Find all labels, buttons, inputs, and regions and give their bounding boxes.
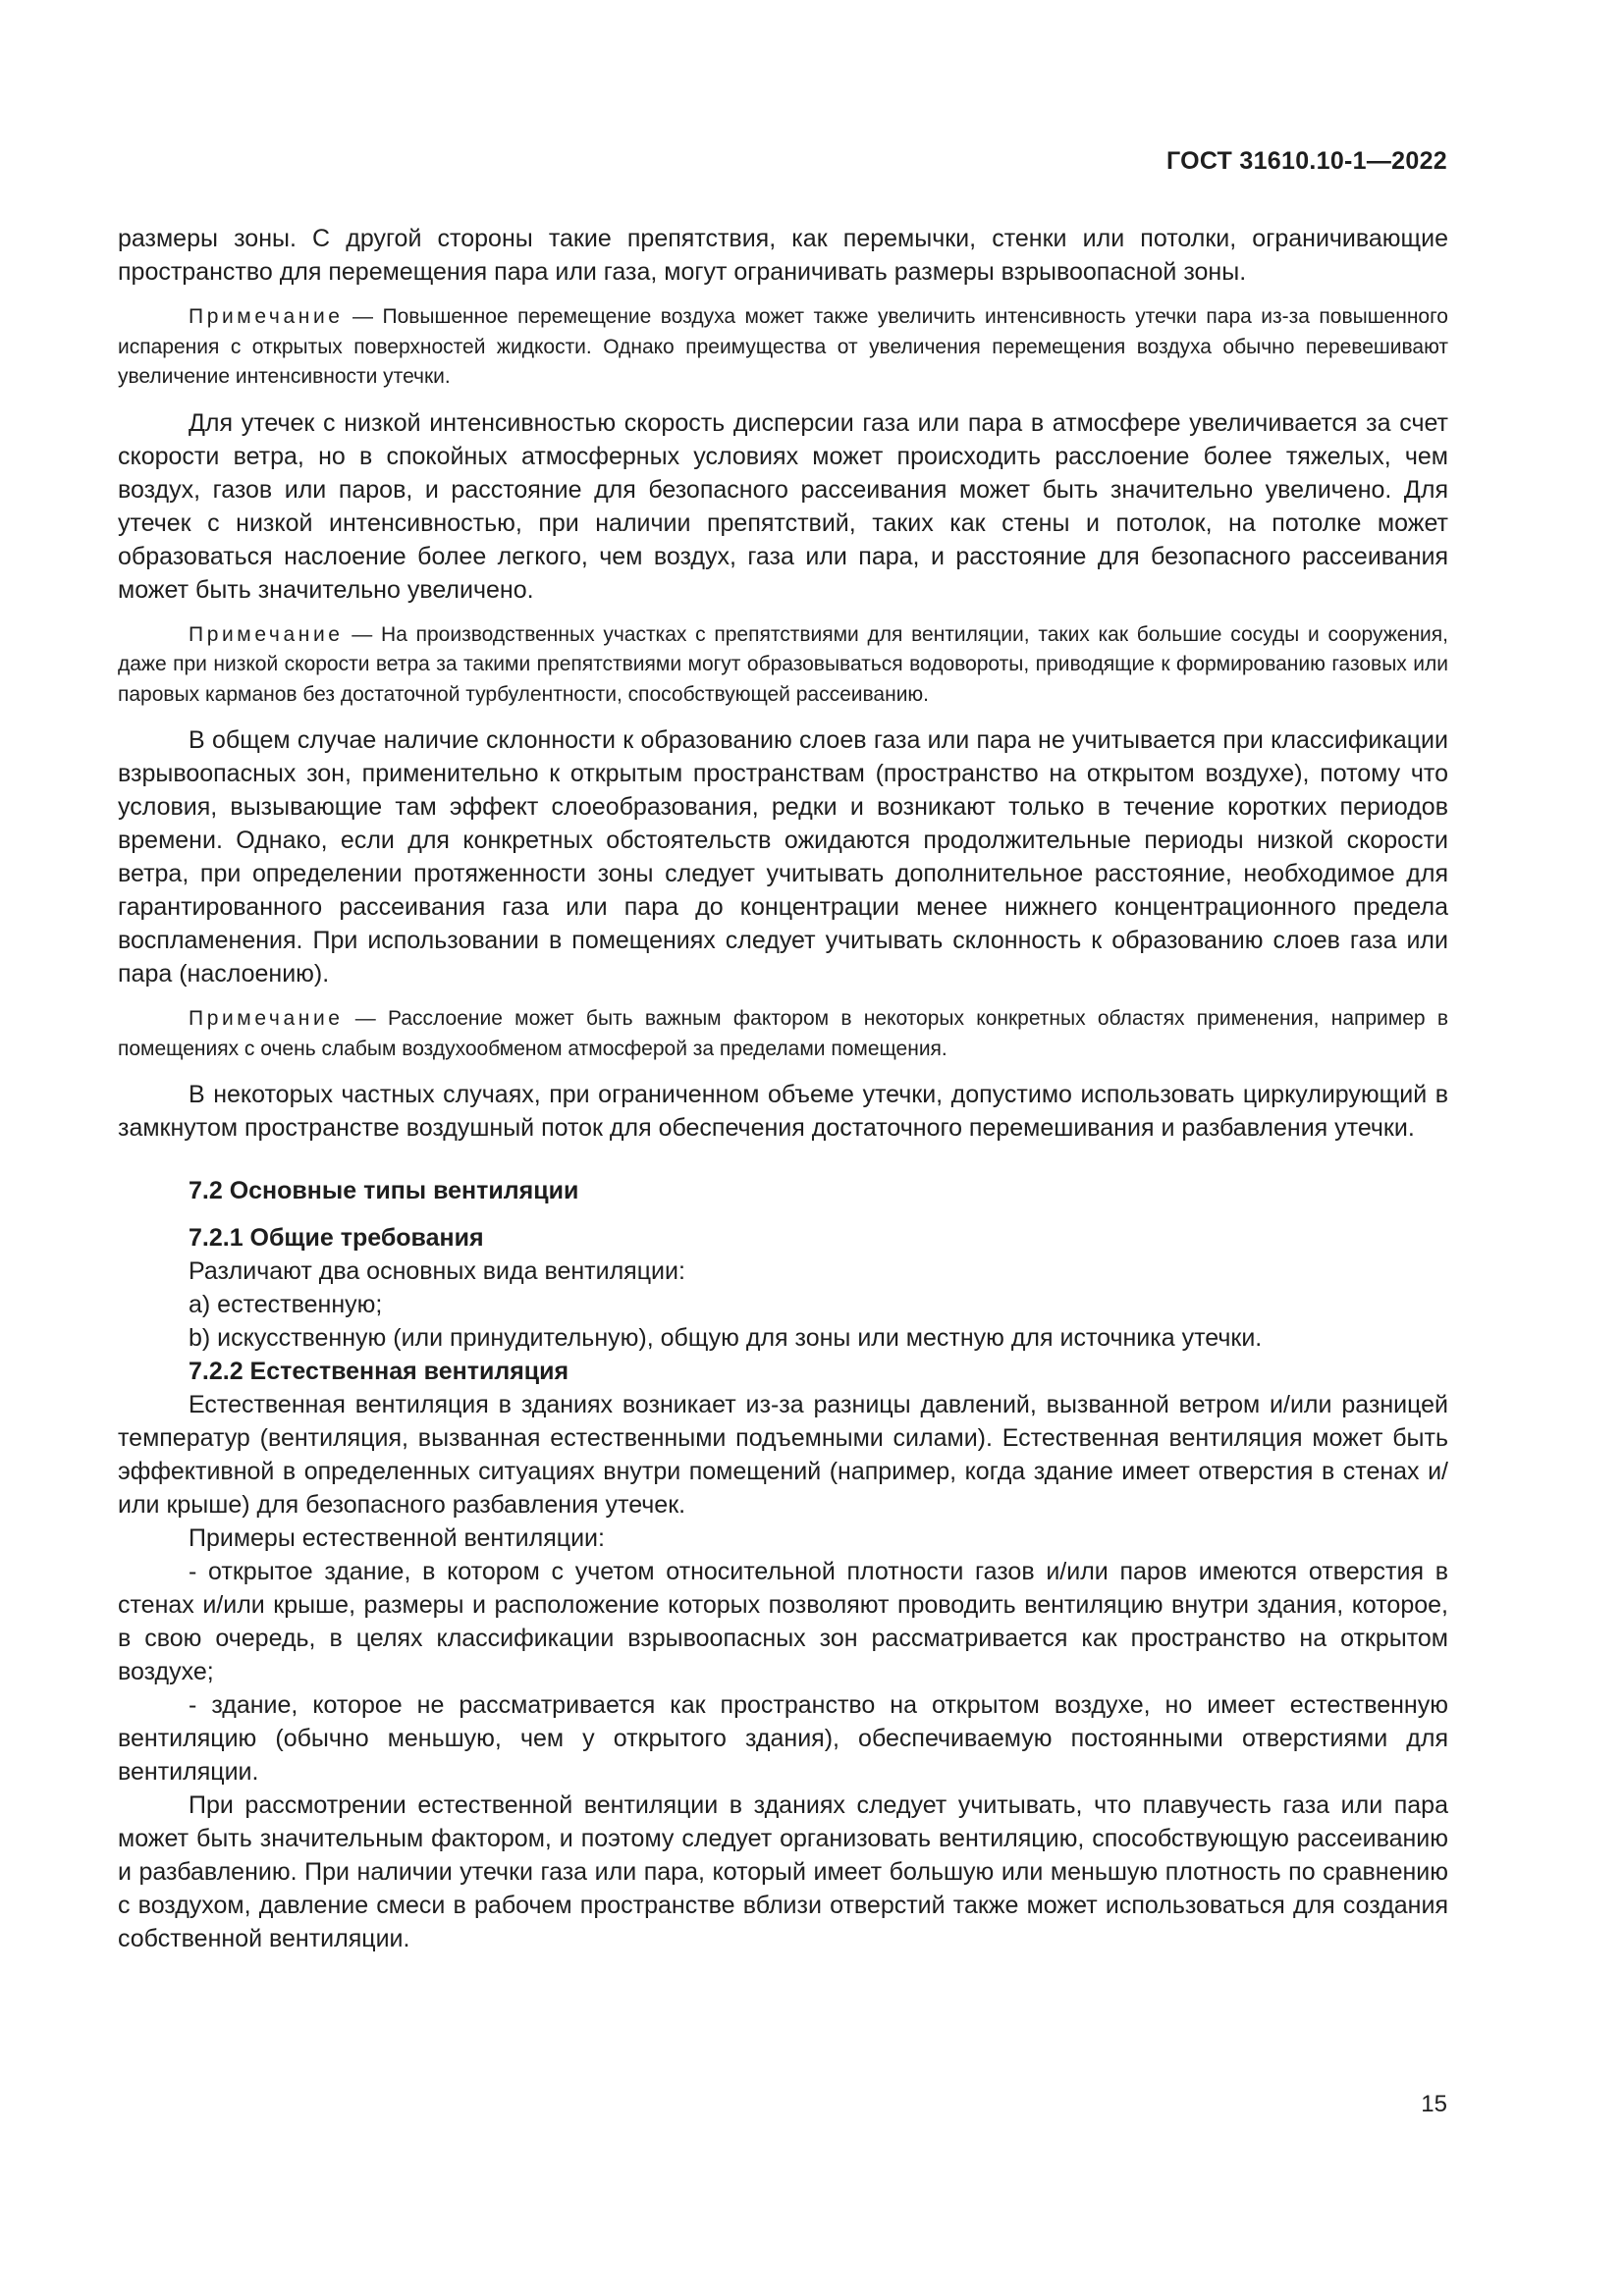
note-text: — Расслоение может быть важным фактором в некоторых конкретных областях применения, например в помещениях с очень слабым воздухообменом атмосферой за пределами помещения. bbox=[118, 1007, 1448, 1060]
note-label: Примечание bbox=[189, 305, 344, 328]
paragraph-natural-ventilation: Естественная вентиляция в зданиях возникает из-за разницы давлений, вызванной ветром и/или разницей температур (вентиляция, вызванная естественными подъемными силами). Естественная вентиляция может быть эффективной в определенных ситуациях внутри помещений (например, когда здание имеет отверстия в стенах и/или крыше) для безопасного разбавления утечек. bbox=[118, 1391, 1448, 1519]
paragraph-examples-intro: Примеры естественной вентиляции: bbox=[189, 1524, 605, 1552]
section-heading-7-2: 7.2 Основные типы вентиляции bbox=[189, 1177, 579, 1204]
note-1 bbox=[118, 302, 1448, 393]
list-item-a: a) естественную; bbox=[189, 1291, 383, 1318]
note-text: — Повышенное перемещение воздуха может также увеличить интенсивность утечки пара из-за повышенного испарения с открытых поверхностей жидкости. Однако преимущества от увеличения перемещения воздуха обычно перевешивают увеличение интенсивности утечки. bbox=[118, 305, 1448, 388]
subsection-heading-7-2-1: 7.2.1 Общие требования bbox=[189, 1224, 484, 1252]
note-label: Примечание bbox=[189, 622, 344, 646]
paragraph-low-intensity-leaks: Для утечек с низкой интенсивностью скорость дисперсии газа или пара в атмосфере увеличивается за счет скорости ветра, но в спокойных атмосферных условиях может происходить расслоение более тяжелых, чем воздух, газов или паров, и расстояние для безопасного рассеивания может быть значительно увеличено. Для утечек с низкой интенсивностью, при наличии препятствий, таких как стены и потолок, на потолке может образоваться наслоение более легкого, чем воздух, газа или пара, и расстояние для безопасного рассеивания может быть значительно увеличено. bbox=[118, 408, 1448, 604]
page-number: 15 bbox=[1421, 2091, 1447, 2117]
page-body bbox=[118, 222, 1448, 1955]
paragraph-recirculation: В некоторых частных случаях, при ограниченном объеме утечки, допустимо использовать циркулирующий в замкнутом пространстве воздушный поток для обеспечения достаточного перемешивания и разбавления утечки. bbox=[118, 1081, 1448, 1142]
note-3 bbox=[118, 1004, 1448, 1064]
subsection-heading-7-2-2: 7.2.2 Естественная вентиляция bbox=[189, 1358, 569, 1385]
example-open-building: - открытое здание, в котором с учетом относительной плотности газов и/или паров имеются отверстия в стенах и/или крыше, размеры и расположение которых позволяют проводить вентиляцию внутри здания, которое, в свою очередь, в целях классификации взрывоопасных зон рассматривается как пространство на открытом воздухе; bbox=[118, 1558, 1448, 1685]
note-label: Примечание bbox=[189, 1007, 344, 1030]
note-2 bbox=[118, 620, 1448, 711]
paragraph-layering: В общем случае наличие склонности к образованию слоев газа или пара не учитывается при классификации взрывоопасных зон, применительно к открытым пространствам (пространство на открытом воздухе), потому что условия, вызывающие там эффект слоеобразования, редки и возникают только в течение коротких периодов времени. Однако, если для конкретных обстоятельств ожидаются продолжительные периоды низкой скорости ветра, при определении протяженности зоны следует учитывать дополнительное расстояние, необходимое для гарантированного рассеивания газа или пара до концентрации менее нижнего концентрационного предела воспламенения. При использовании в помещениях следует учитывать склонность к образованию слоев газа или пара (наслоению). bbox=[118, 726, 1448, 988]
paragraph-continuation: размеры зоны. С другой стороны такие препятствия, как перемычки, стенки или потолки, ограничивающие пространство для перемещения пара или газа, могут ограничивать размеры взрывоопасной зоны. bbox=[118, 225, 1448, 286]
paragraph-buoyancy: При рассмотрении естественной вентиляции в зданиях следует учитывать, что плавучесть газа или пара может быть значительным фактором, и поэтому следует организовать вентиляцию, способствующую рассеиванию и разбавлению. При наличии утечки газа или пара, который имеет большую или меньшую плотность по сравнению с воздухом, давление смеси в рабочем пространстве вблизи отверстий также может использоваться для создания собственной вентиляции. bbox=[118, 1791, 1448, 1952]
note-text: — На производственных участках с препятствиями для вентиляции, таких как большие сосуды и сооружения, даже при низкой скорости ветра за такими препятствиями могут образовываться водовороты, приводящие к формированию газовых или паровых карманов без достаточной турбулентности, способствующей рассеиванию. bbox=[118, 622, 1448, 706]
example-enclosed-building: - здание, которое не рассматривается как пространство на открытом воздухе, но имеет естественную вентиляцию (обычно меньшую, чем у открытого здания), обеспечиваемую постоянными отверстиями для вентиляции. bbox=[118, 1691, 1448, 1786]
standard-code: ГОСТ 31610.10-1—2022 bbox=[1165, 147, 1447, 175]
list-item-b: b) искусственную (или принудительную), общую для зоны или местную для источника утечки. bbox=[189, 1324, 1263, 1352]
paragraph-two-types: Различают два основных вида вентиляции: bbox=[189, 1257, 685, 1285]
